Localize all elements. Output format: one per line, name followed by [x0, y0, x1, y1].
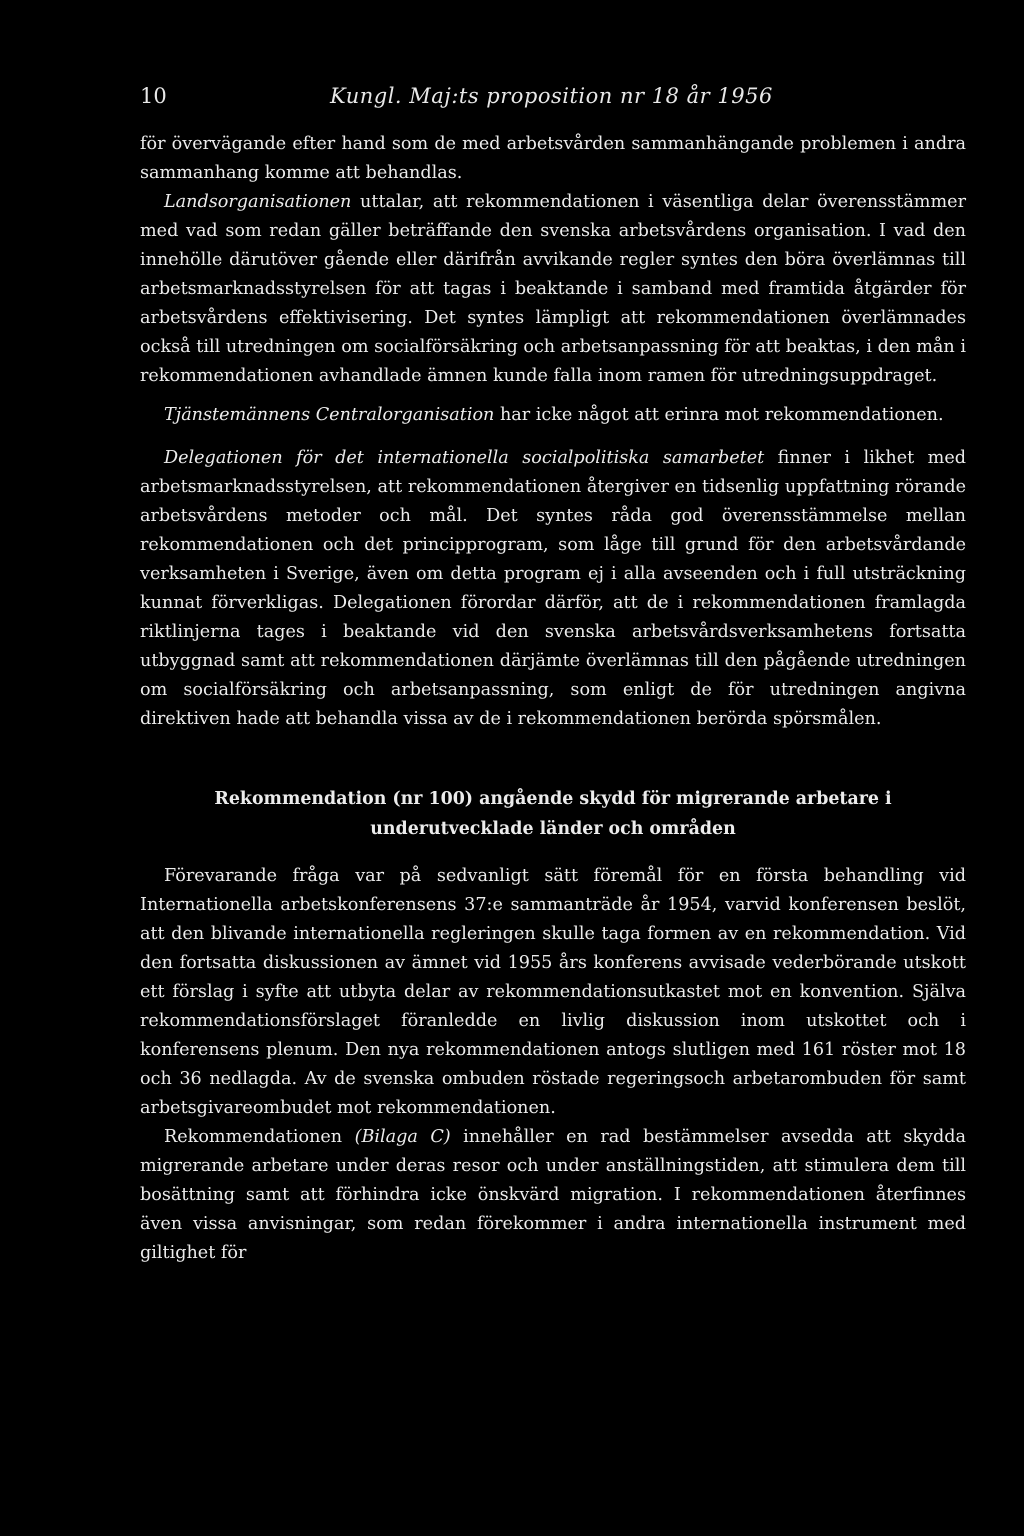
paragraph-text: uttalar, att rekommendationen i väsentliga delar överensstämmer med vad som redan gäller beträffande den svenska arbetsvårdens organisation. I vad den innehölle därutöver gående eller därifrån avvikande regler syntes den böra överlämnas till arbetsmarknadsstyrelsen för att tagas i beaktande i samband med framtida åtgärder för arbetsvårdens effektivisering. Det syntes lämpligt att rekommendationen överlämnades också till utredningen om socialförsäkring och arbetsanpassning för att beaktas, i den mån i rekommendationen avhandlade ämnen kunde falla inom ramen för utredningsuppdraget. — [140, 192, 966, 386]
section-heading-line: Rekommendation (nr 100) angående skydd för migrerande arbetare i — [214, 789, 892, 809]
organization-name: Landsorganisationen — [164, 192, 352, 212]
paragraph-landsorganisationen — [140, 188, 966, 391]
paragraph-continuation — [140, 130, 966, 188]
paragraph-text: för övervägande efter hand som de med arbetsvården sammanhängande problemen i andra sammanhang komme att behandlas. — [140, 134, 966, 183]
paragraph-text: Förevarande fråga var på sedvanligt sätt föremål för en första behandling vid Internationella arbetskonferensens 37:e sammanträde år 1954, varvid konferensen beslöt, att den blivande internationella regleringen skulle taga formen av en rekommendation. Vid den fortsatta diskussionen av ämnet vid 1955 års konferens avvisade vederbörande utskott ett förslag i syfte att utbyta delar av rekommendationsutkastet mot en konvention. Själva rekommendationsförslaget föranledde en livlig diskussion inom utskottet och i konferensens plenum. Den nya rekommendationen antogs slutligen med 161 röster mot 18 och 36 nedlagda. Av de svenska ombuden röstade regeringsoch arbetarombuden för samt arbetsgivareombudet mot rekommendationen. — [140, 866, 966, 1118]
paragraph-background — [140, 862, 966, 1123]
paragraph-tco — [140, 401, 966, 430]
paragraph-text: har icke något att erinra mot rekommendationen. — [494, 405, 944, 425]
paragraph-text: innehåller en rad bestämmelser avsedda att skydda migrerande arbetare under deras resor och under anställningstiden, att stimulera dem till bosättning samt att förhindra icke önskvärd migration. I rekommendationen återfinnes även vissa anvisningar, som redan förekommer i andra internationella instrument med giltighet för — [140, 1127, 967, 1263]
paragraph-text: finner i likhet med arbetsmarknadsstyrelsen, att rekommendationen återgiver en tidsenlig uppfattning rörande arbetsvårdens metoder och mål. Det syntes råda god överensstämmelse mellan rekommendationen och det principprogram, som låge till grund för den arbetsvårdande verksamheten i Sverige, även om detta program ej i alla avseenden och i full utsträckning kunnat förverkligas. Delegationen förordar därför, att de i rekommendationen framlagda riktlinjerna tages i beaktande vid den svenska arbetsvårdsverksamhetens fortsatta utbyggnad samt att rekommendationen därjämte överlämnas till den pågående utredningen om socialförsäkring och arbetsanpassning, som enligt de för utredningen angivna direktiven hade att behandla vissa av de i rekommendationen berörda spörsmålen. — [140, 448, 966, 729]
section-heading-line: underutvecklade länder och områden — [370, 819, 736, 839]
appendix-reference: (Bilaga C) — [354, 1127, 451, 1147]
page-number: 10 — [140, 84, 167, 108]
organization-name: Delegationen för det internationella socialpolitiska samarbetet — [164, 448, 765, 468]
section-heading — [140, 784, 966, 844]
page-header — [140, 84, 966, 114]
paragraph-text: Rekommendationen — [164, 1127, 355, 1147]
body-text — [140, 130, 966, 1268]
running-title: Kungl. Maj:ts proposition nr 18 år 1956 — [330, 84, 773, 108]
organization-name: Tjänstemännens Centralorganisation — [164, 405, 495, 425]
paragraph-recommendation-content — [140, 1123, 966, 1268]
paragraph-delegationen — [140, 444, 966, 734]
